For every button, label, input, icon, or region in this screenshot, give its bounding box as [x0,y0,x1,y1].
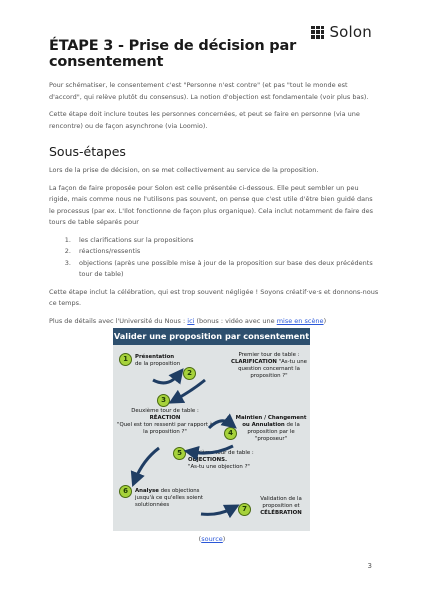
step-7-pre: Validation de la proposition et [260,496,302,509]
step-5-pre: Troisième tour de table : [188,450,254,456]
step-1-badge: 1 [119,353,132,366]
figure-title: Valider une proposition par consentement [113,328,310,345]
step-7-badge: 7 [238,503,251,516]
more-prefix: Plus de détails avec l'Université du Nous : [49,316,188,325]
step-2-bold: CLARIFICATION [231,359,277,365]
step-4-text: de la proposition par le "proposeur" [247,422,300,442]
list-item: 2. réactions/ressentis [73,246,379,258]
method-paragraph: La façon de faire proposée pour Solon est celle présentée ci-dessous. Elle peut sembler un peu rigide, mais comme nous ne l'utilisons pas souvent, on pense que c'est utile d'être bien guidé dans le processus (par ex. L'Ilot fonctionne de façon plus organique). Cela inclut notamment de faire des tours de table séparés pour [49,183,374,226]
more-details [49,316,379,328]
more-middle: (bonus : vidéo avec une [194,316,277,325]
step-4-bold: Maintien / Changement ou Annulation [235,415,307,428]
arrow-5-6 [135,448,159,480]
step-2-pre: Premier tour de table : [238,352,300,358]
step-6-bold: Analyse [135,488,159,494]
step-7-bold: CÉLÉBRATION [260,510,302,516]
arrow-2-3 [175,380,205,400]
intro-paragraph: Pour schématiser, le consentement c'est "Personne n'est contre" (et pas "tout le monde est d'accord", qui relève plutôt du consensus). La notion d'objection est fondamentale (voir plus bas). [49,81,369,101]
substeps-list [49,235,379,281]
process-arrows [113,328,310,531]
step-5-bold: OBJECTIONS. [188,457,228,463]
page-number: 3 [367,562,372,570]
arrow-4-5 [191,446,233,453]
brand-name: Solon [329,23,372,41]
step-2-text: "As-tu une question concernant la proposition ?" [238,359,307,379]
more-suffix: ) [323,316,327,325]
step-3-bold: RÉACTION [149,415,181,421]
step-3-badge: 3 [157,394,170,407]
source-link[interactable]: source [201,535,223,543]
celebration-paragraph: Cette étape inclut la célébration, qui est trop souvent négligée ! Soyons créatif·ve·s et donnons-nous ce temps. [49,287,379,307]
step-4-badge: 4 [224,427,237,440]
arrow-1-2 [153,374,179,383]
list-item: 3. objections (après une possible mise à jour de la proposition sur base des deux précédents tour de table) [73,258,379,281]
page-title: ÉTAPE 3 - Prise de décision par consentement [49,38,297,70]
figure-caption [0,535,424,543]
step-6-badge: 6 [119,485,132,498]
arrow-3-4 [209,421,231,428]
step-1-text: de la proposition [135,361,181,367]
grid-logo-icon [311,26,324,39]
step-5-badge: 5 [173,447,186,460]
source-close: ) [222,535,226,543]
section-title: Sous-étapes [49,144,126,159]
step-3-text: "Quel est ton ressenti par rapport à la proposition ?" [117,422,213,435]
list-item: 1. les clarifications sur la propositions [73,235,379,247]
arrow-6-7 [201,508,233,514]
scope-paragraph: Cette étape doit inclure toutes les personnes concernées, et peut se faire en personne (via une rencontre) ou de façon asynchrone (via Loomio). [49,110,360,130]
link-mise-en-scene[interactable]: mise en scène [276,316,324,325]
step-1-bold: Présentation [135,354,175,360]
source-open: ( [198,535,202,543]
step-5-text: "As-tu une objection ?" [188,464,250,470]
link-ici[interactable]: ici [187,316,195,325]
page-content [49,38,379,333]
substeps-intro: Lors de la prise de décision, on se met collectivement au service de la proposition. [49,166,319,174]
step-3-pre: Deuxième tour de table : [131,408,199,414]
consent-process-figure [113,328,310,531]
step-6-text: des objections jusqu'à ce qu'elles soient solutionnées [135,488,203,508]
step-2-badge: 2 [183,367,196,380]
